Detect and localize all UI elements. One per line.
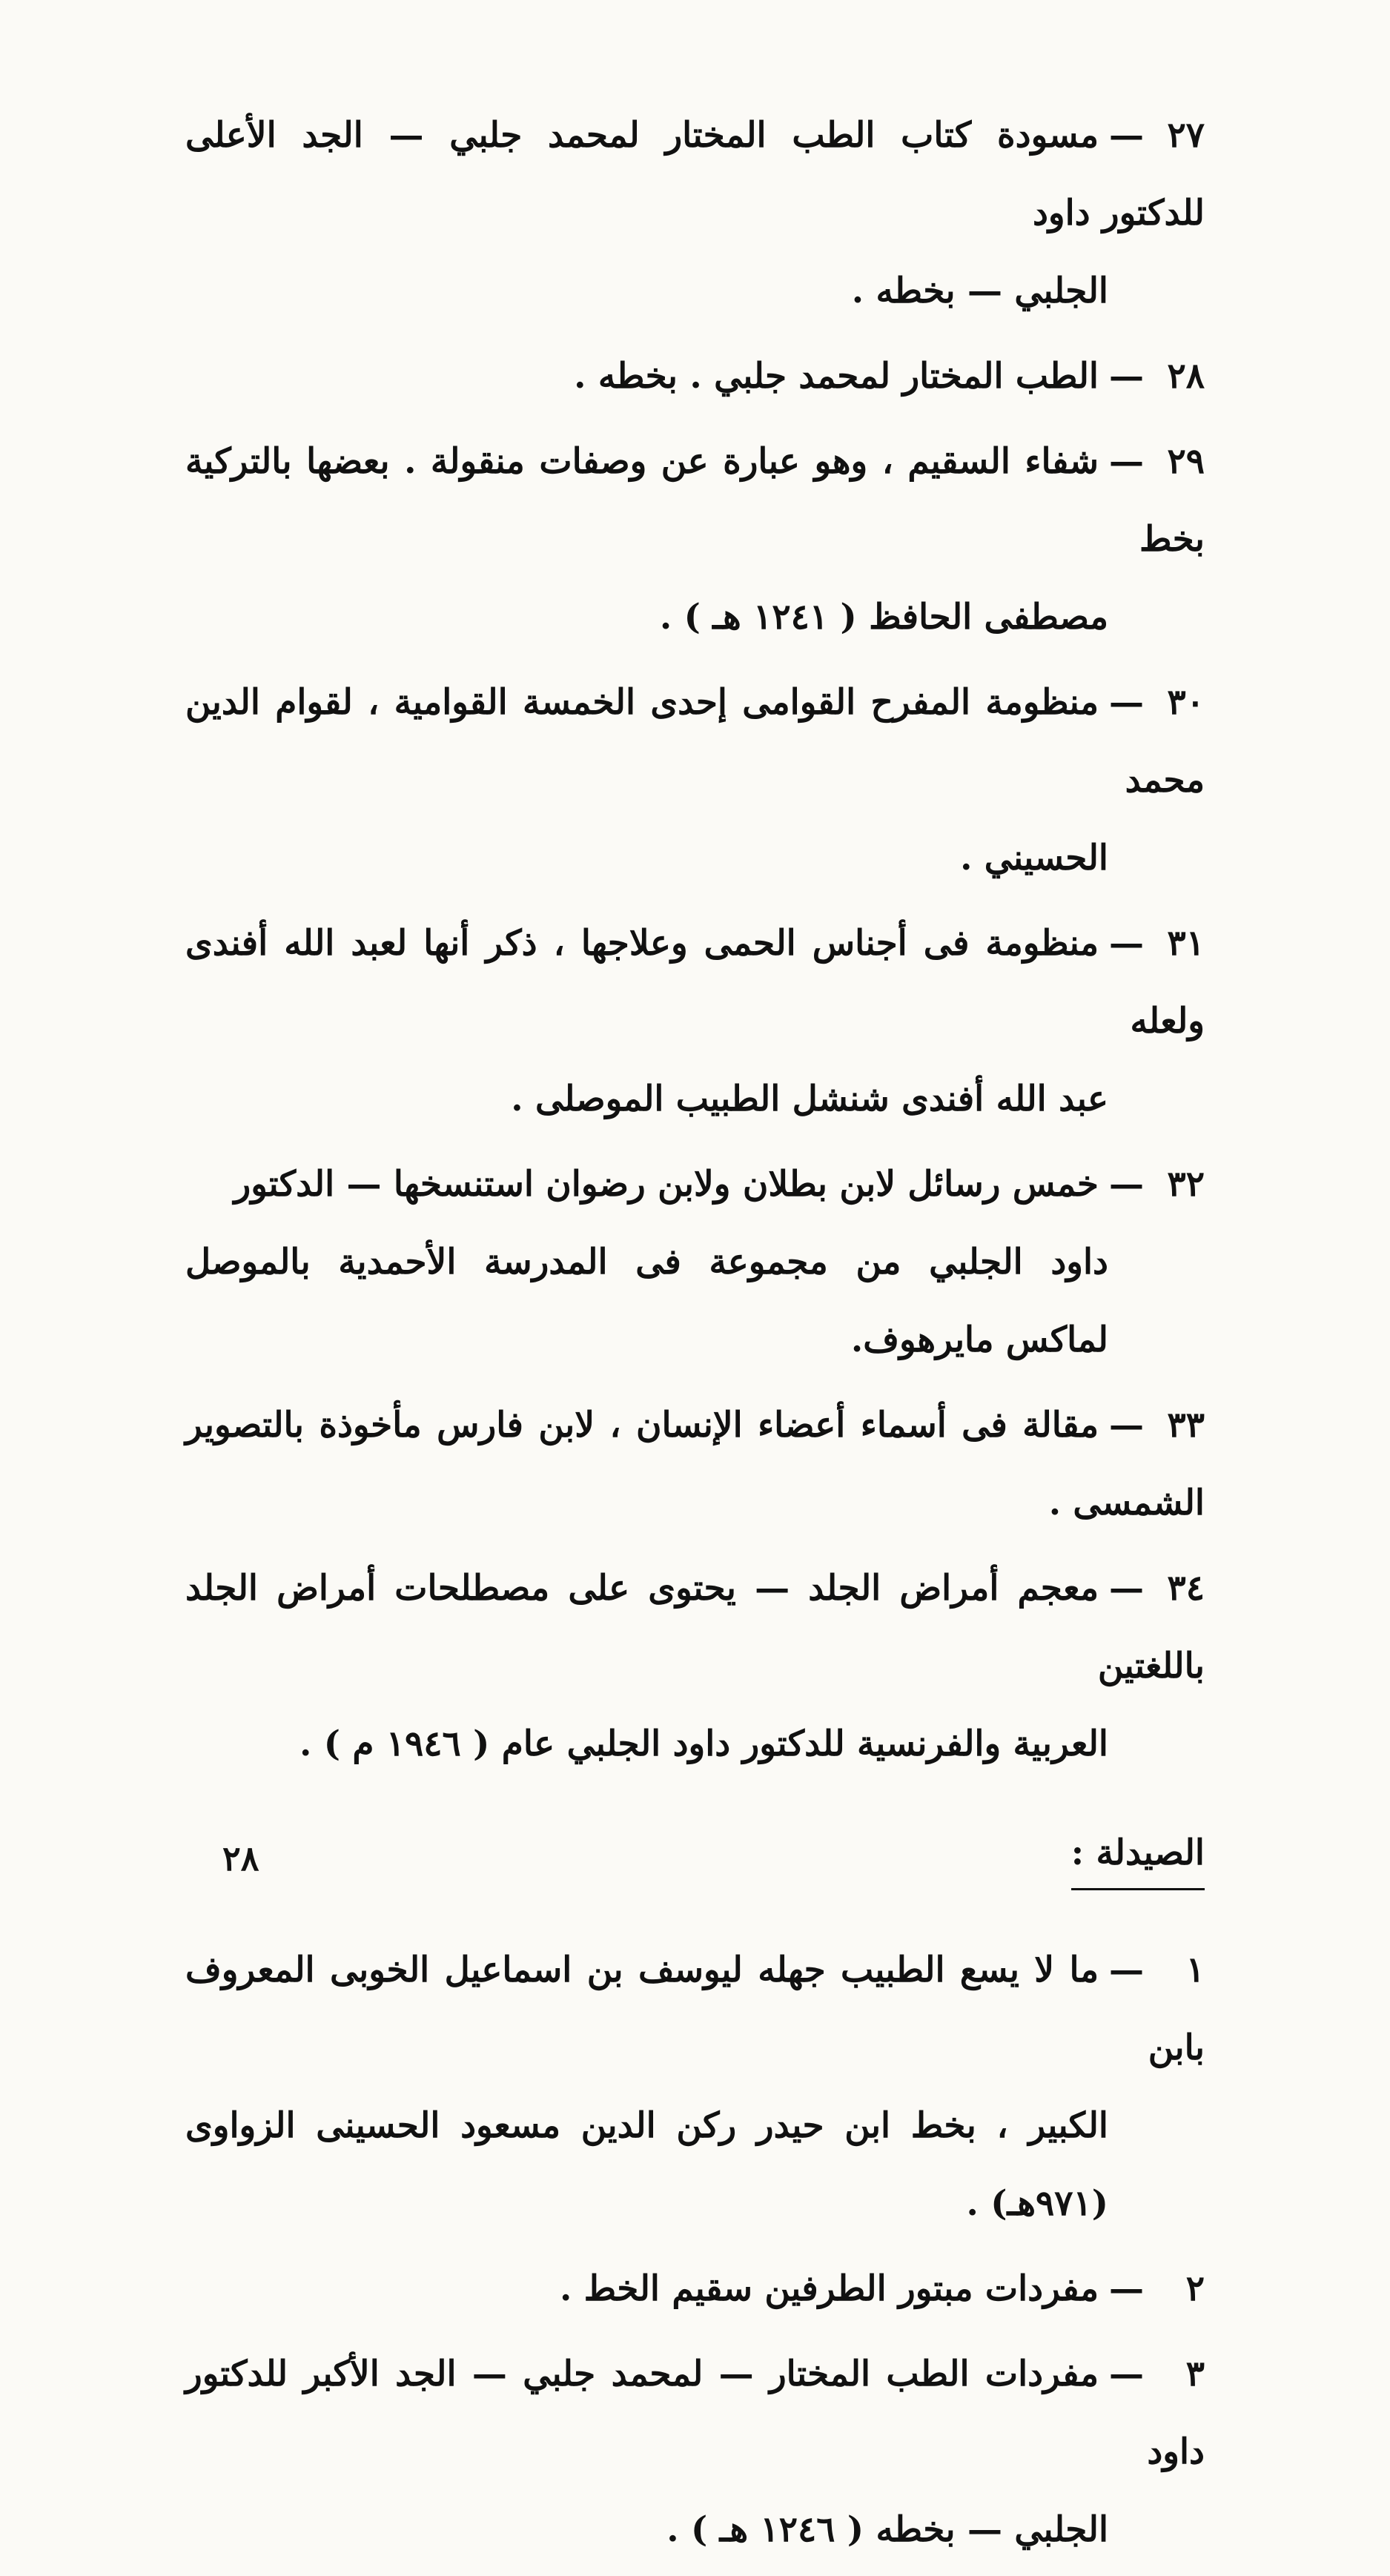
entry-continuation: داود الجلبي من مجموعة فى المدرسة الأحمدية بالموصل لماكس مايرهوف. — [185, 1242, 1108, 1360]
entry-dash: — — [1109, 1568, 1144, 1609]
entry-continuation: عبد الله أفندى شنشل الطبيب الموصلى . — [511, 1079, 1108, 1119]
entry-dash: — — [1109, 1164, 1144, 1205]
list-item — [185, 96, 1205, 330]
entry-dash: — — [1109, 2354, 1144, 2394]
entry-dash: — — [1109, 356, 1144, 397]
entry-dash: — — [1109, 1950, 1144, 1990]
list-item — [185, 1145, 1205, 1379]
entry-dash: — — [1109, 923, 1144, 964]
manuscript-list-pharmacy — [185, 1931, 1205, 2569]
entry-first-line — [185, 1549, 1205, 1705]
page-content — [185, 96, 1205, 2576]
entry-text: مفردات مبتور الطرفين سقيم الخط . — [559, 2268, 1099, 2309]
entry-first-line — [185, 423, 1205, 578]
section-heading-pharmacy: الصيدلة : — [1071, 1827, 1205, 1890]
list-item — [185, 423, 1205, 656]
entry-dash: — — [1109, 441, 1145, 482]
entry-number: ١ — [1185, 1950, 1205, 1990]
entry-number: ٣ — [1185, 2354, 1205, 2394]
entry-number: ٢٩ — [1167, 441, 1205, 482]
entry-number: ٢٧ — [1167, 115, 1205, 156]
entry-text: منظومة المفرح القوامى إحدى الخمسة القوامية ، لقوام الدين محمد — [185, 682, 1205, 801]
entry-text: مفردات الطب المختار — لمحمد جلبي — الجد الأكبر للدكتور داود — [185, 2354, 1205, 2472]
entry-first-line — [185, 663, 1205, 819]
entry-number: ٣٤ — [1167, 1568, 1205, 1609]
entry-first-line — [185, 1386, 1205, 1542]
list-item — [185, 663, 1205, 897]
entry-dash: — — [1109, 2268, 1144, 2309]
entry-number: ٣١ — [1167, 923, 1205, 964]
entry-text: منظومة فى أجناس الحمى وعلاجها ، ذكر أنها لعبد الله أفندى ولعله — [185, 923, 1205, 1042]
section-heading-wrap — [185, 1790, 1205, 1931]
page-number: ٢٨ — [222, 1838, 259, 1878]
list-item — [185, 337, 1205, 415]
entry-number: ٣٣ — [1167, 1405, 1205, 1446]
entry-text: معجم أمراض الجلد — يحتوى على مصطلحات أمراض الجلد باللغتين — [185, 1568, 1205, 1686]
entry-continuation: العربية والفرنسية للدكتور داود الجلبي عام ( ١٩٤٦ م ) . — [299, 1724, 1108, 1764]
list-item — [185, 1549, 1205, 1783]
entry-first-line — [185, 1931, 1205, 2087]
entry-number: ٢ — [1185, 2268, 1205, 2309]
entry-dash: — — [1109, 115, 1144, 156]
entry-number: ٣٠ — [1167, 682, 1205, 723]
entry-text: شفاء السقيم ، وهو عبارة عن وصفات منقولة . بعضها بالتركية بخط — [185, 441, 1205, 560]
entry-text: ما لا يسع الطبيب جهله ليوسف بن اسماعيل الخوبى المعروف بابن — [185, 1950, 1205, 2068]
list-item — [185, 1931, 1205, 2242]
manuscript-list-medicine — [185, 96, 1205, 1783]
entry-text: مسودة كتاب الطب المختار لمحمد جلبي — الجد الأعلى للدكتور داود — [185, 115, 1205, 234]
entry-continuation: مصطفى الحافظ ( ١٢٤١ هـ ) . — [659, 597, 1108, 638]
list-item — [185, 904, 1205, 1138]
entry-continuation: الحسيني . — [960, 838, 1108, 878]
entry-first-line — [185, 1145, 1205, 1223]
entry-number: ٣٢ — [1167, 1164, 1205, 1205]
list-item — [185, 1386, 1205, 1542]
entry-text: الطب المختار لمحمد جلبي . بخطه . — [574, 356, 1099, 397]
entry-dash: — — [1109, 682, 1144, 723]
entry-text: خمس رسائل لابن بطلان ولابن رضوان استنسخها — الدكتور — [234, 1164, 1099, 1205]
entry-text: مقالة فى أسماء أعضاء الإنسان ، لابن فارس مأخوذة بالتصوير الشمسى . — [185, 1405, 1205, 1523]
list-item — [185, 2250, 1205, 2328]
list-item — [185, 2335, 1205, 2569]
entry-first-line — [185, 2250, 1205, 2328]
entry-continuation: الجلبي — بخطه ( ١٢٤٦ هـ ) . — [666, 2509, 1108, 2550]
entry-first-line — [185, 337, 1205, 415]
entry-dash: — — [1109, 1405, 1144, 1446]
entry-first-line — [185, 2335, 1205, 2491]
entry-first-line — [185, 96, 1205, 252]
entry-continuation: الكبير ، بخط ابن حيدر ركن الدين مسعود الحسينى الزواوى (٩٧١هـ) . — [185, 2105, 1108, 2224]
entry-number: ٢٨ — [1167, 356, 1205, 397]
entry-continuation: الجلبي — بخطه . — [851, 271, 1108, 311]
entry-first-line — [185, 904, 1205, 1060]
